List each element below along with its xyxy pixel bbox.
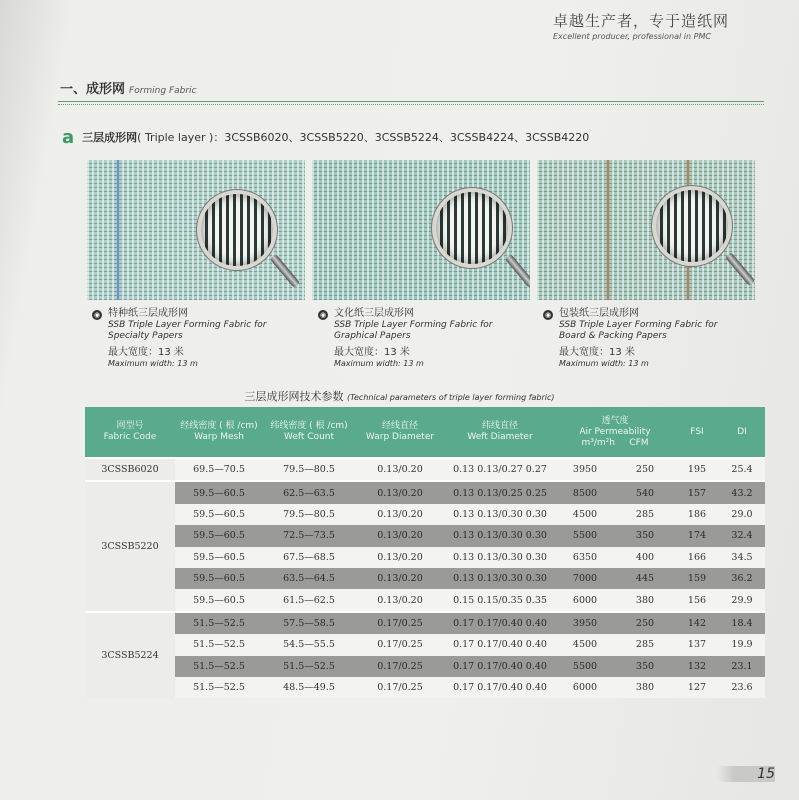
- table-cell: 3950: [555, 612, 615, 634]
- header-slogan-cn: 卓越生产者，专于造纸网: [553, 12, 730, 30]
- fabric-code-cell: 3CSSB5220: [85, 481, 175, 611]
- subsection-letter: a: [62, 127, 75, 148]
- table-cell: 7000: [555, 568, 615, 589]
- table-cell: 18.4: [719, 612, 765, 634]
- table-cell: 137: [675, 634, 719, 655]
- table-cell: 0.17/0.25: [355, 634, 445, 655]
- product-caption-3: [543, 308, 773, 369]
- table-cell: 59.5—60.5: [175, 589, 263, 611]
- table-row: [85, 677, 765, 698]
- table-cell: 63.5—64.5: [263, 568, 355, 589]
- table-title-cn: 三层成形网技术参数: [244, 390, 344, 403]
- table-cell: 250: [615, 458, 675, 481]
- bullet-icon: ◉: [93, 311, 101, 319]
- table-cell: 0.13 0.13/0.30 0.30: [445, 547, 555, 568]
- table-cell: 0.13/0.20: [355, 504, 445, 525]
- fabric-image-packing: [537, 160, 755, 300]
- section-title-en: Forming Fabric: [129, 86, 197, 96]
- product-en: Specialty Papers: [108, 331, 183, 341]
- table-cell: 8500: [555, 481, 615, 503]
- table-cell: 62.5—63.5: [263, 481, 355, 503]
- table-cell: 4500: [555, 504, 615, 525]
- product-cn: 文化纸三层成形网: [334, 308, 414, 319]
- product-caption-2: [318, 308, 548, 369]
- table-cell: 79.5—80.5: [263, 458, 355, 481]
- table-cell: 380: [615, 677, 675, 698]
- subsection-en: ( Triple layer )：: [137, 131, 225, 144]
- table-cell: 25.4: [719, 458, 765, 481]
- table-cell: 0.13/0.20: [355, 458, 445, 481]
- table-cell: 132: [675, 656, 719, 677]
- table-title-en: (Technical parameters of triple layer forming fabric): [346, 393, 555, 402]
- table-cell: 0.13 0.13/0.27 0.27: [445, 458, 555, 481]
- table-cell: 51.5—52.5: [175, 612, 263, 634]
- table-row: [85, 612, 765, 634]
- product-cn: 包装纸三层成形网: [559, 308, 639, 319]
- magnifier-icon: [432, 188, 512, 268]
- table-cell: 166: [675, 547, 719, 568]
- table-cell: 250: [615, 612, 675, 634]
- page-number: 15: [717, 766, 775, 782]
- table-cell: 51.5—52.5: [175, 634, 263, 655]
- table-cell: 285: [615, 504, 675, 525]
- subsection-title: [62, 127, 589, 148]
- table-cell: 51.5—52.5: [175, 677, 263, 698]
- table-cell: 0.13/0.20: [355, 481, 445, 503]
- product-cn: 特种纸三层成形网: [108, 308, 188, 319]
- max-width-cn: 最大宽度：13 米: [334, 347, 410, 358]
- table-cell: 540: [615, 481, 675, 503]
- table-cell: 51.5—52.5: [263, 656, 355, 677]
- table-cell: 5500: [555, 525, 615, 546]
- table-cell: 174: [675, 525, 719, 546]
- bullet-icon: ◉: [544, 311, 552, 319]
- table-cell: 32.4: [719, 525, 765, 546]
- magnifier-icon: [652, 186, 732, 266]
- table-cell: 0.13 0.13/0.25 0.25: [445, 481, 555, 503]
- col-weft-diameter: 纬线直径 Weft Diameter: [445, 407, 555, 458]
- magnifier-icon: [197, 190, 277, 270]
- divider-line: [58, 101, 764, 102]
- table-cell: 72.5—73.5: [263, 525, 355, 546]
- table-cell: 59.5—60.5: [175, 504, 263, 525]
- table-cell: 59.5—60.5: [175, 481, 263, 503]
- table-cell: 0.13 0.13/0.30 0.30: [445, 525, 555, 546]
- table-cell: 6000: [555, 677, 615, 698]
- col-weft-count: 纬线密度 ( 根 /cm) Weft Count: [263, 407, 355, 458]
- table-row: [85, 589, 765, 611]
- table-cell: 156: [675, 589, 719, 611]
- col-fabric-code: 网型号 Fabric Code: [85, 407, 175, 458]
- table-row: [85, 547, 765, 568]
- table-cell: 51.5—52.5: [175, 656, 263, 677]
- table-cell: 0.17/0.25: [355, 612, 445, 634]
- table-cell: 0.13 0.13/0.30 0.30: [445, 568, 555, 589]
- table-body: [85, 458, 765, 698]
- fabric-image-specialty: [87, 160, 305, 300]
- table-cell: 6350: [555, 547, 615, 568]
- table-cell: 0.17/0.25: [355, 656, 445, 677]
- table-cell: 0.17/0.25: [355, 677, 445, 698]
- max-width-en: Maximum width: 13 m: [334, 359, 424, 368]
- table-cell: 142: [675, 612, 719, 634]
- max-width-en: Maximum width: 13 m: [108, 359, 198, 368]
- table-cell: 29.9: [719, 589, 765, 611]
- col-warp-mesh: 经线密度 ( 根 /cm) Warp Mesh: [175, 407, 263, 458]
- table-title: [0, 388, 799, 404]
- table-cell: 59.5—60.5: [175, 525, 263, 546]
- table-cell: 43.2: [719, 481, 765, 503]
- bullet-icon: ◉: [319, 311, 327, 319]
- product-en: SSB Triple Layer Forming Fabric for: [108, 320, 267, 330]
- product-en: SSB Triple Layer Forming Fabric for: [559, 320, 718, 330]
- table-cell: 445: [615, 568, 675, 589]
- fabric-code-cell: 3CSSB6020: [85, 458, 175, 481]
- table-cell: 400: [615, 547, 675, 568]
- table-cell: 79.5—80.5: [263, 504, 355, 525]
- table-cell: 48.5—49.5: [263, 677, 355, 698]
- product-en: SSB Triple Layer Forming Fabric for: [334, 320, 493, 330]
- table-row: [85, 568, 765, 589]
- max-width-cn: 最大宽度：13 米: [559, 347, 635, 358]
- table-cell: 350: [615, 525, 675, 546]
- col-warp-diameter: 经线直径 Warp Diameter: [355, 407, 445, 458]
- fabric-code-cell: 3CSSB5224: [85, 612, 175, 699]
- table-row: [85, 458, 765, 481]
- table-cell: 186: [675, 504, 719, 525]
- table-cell: 61.5—62.5: [263, 589, 355, 611]
- section-title: [60, 78, 197, 97]
- table-cell: 59.5—60.5: [175, 547, 263, 568]
- max-width-en: Maximum width: 13 m: [559, 359, 649, 368]
- table-cell: 350: [615, 656, 675, 677]
- subsection-codes: 3CSSB6020、3CSSB5220、3CSSB5224、3CSSB4224、3CSSB4220: [224, 131, 590, 144]
- table-cell: 285: [615, 634, 675, 655]
- table-row: [85, 481, 765, 503]
- table-row: [85, 504, 765, 525]
- product-en: Board & Packing Papers: [559, 331, 667, 341]
- table-cell: 127: [675, 677, 719, 698]
- table-header-row: [85, 407, 765, 458]
- table-row: [85, 634, 765, 655]
- table-cell: 6000: [555, 589, 615, 611]
- fabric-image-graphical: [312, 160, 530, 300]
- table-cell: 0.13/0.20: [355, 568, 445, 589]
- table-cell: 23.1: [719, 656, 765, 677]
- max-width-cn: 最大宽度：13 米: [108, 347, 184, 358]
- table-cell: 0.17 0.17/0.40 0.40: [445, 677, 555, 698]
- table-row: [85, 656, 765, 677]
- table-cell: 36.2: [719, 568, 765, 589]
- table-cell: 0.13/0.20: [355, 525, 445, 546]
- section-title-cn: 一、成形网: [60, 82, 126, 97]
- subsection-cn: 三层成形网: [82, 131, 138, 144]
- header-slogan-en: Excellent producer, professional in PMC: [553, 32, 711, 41]
- divider-dotted: [58, 104, 764, 105]
- parameters-table: [85, 407, 765, 698]
- table-cell: 0.15 0.15/0.35 0.35: [445, 589, 555, 611]
- table-row: [85, 525, 765, 546]
- table-cell: 4500: [555, 634, 615, 655]
- table-cell: 0.17 0.17/0.40 0.40: [445, 634, 555, 655]
- table-cell: 0.17 0.17/0.40 0.40: [445, 612, 555, 634]
- table-cell: 159: [675, 568, 719, 589]
- table-cell: 57.5—58.5: [263, 612, 355, 634]
- table-cell: 19.9: [719, 634, 765, 655]
- table-cell: 23.6: [719, 677, 765, 698]
- table-cell: 0.17 0.17/0.40 0.40: [445, 656, 555, 677]
- table-cell: 34.5: [719, 547, 765, 568]
- product-en: Graphical Papers: [334, 331, 411, 341]
- col-fsi: FSI: [675, 407, 719, 458]
- col-air-permeability: 透气度 Air Permeability m³/m²h CFM: [555, 407, 675, 458]
- table-cell: 67.5—68.5: [263, 547, 355, 568]
- table-cell: 195: [675, 458, 719, 481]
- table-cell: 0.13 0.13/0.30 0.30: [445, 504, 555, 525]
- table-cell: 69.5—70.5: [175, 458, 263, 481]
- table-cell: 0.13/0.20: [355, 547, 445, 568]
- table-cell: 54.5—55.5: [263, 634, 355, 655]
- table-cell: 5500: [555, 656, 615, 677]
- table-cell: 3950: [555, 458, 615, 481]
- product-caption-1: [92, 308, 322, 369]
- table-cell: 59.5—60.5: [175, 568, 263, 589]
- table-cell: 29.0: [719, 504, 765, 525]
- table-cell: 0.13/0.20: [355, 589, 445, 611]
- col-di: DI: [719, 407, 765, 458]
- table-cell: 157: [675, 481, 719, 503]
- table-cell: 380: [615, 589, 675, 611]
